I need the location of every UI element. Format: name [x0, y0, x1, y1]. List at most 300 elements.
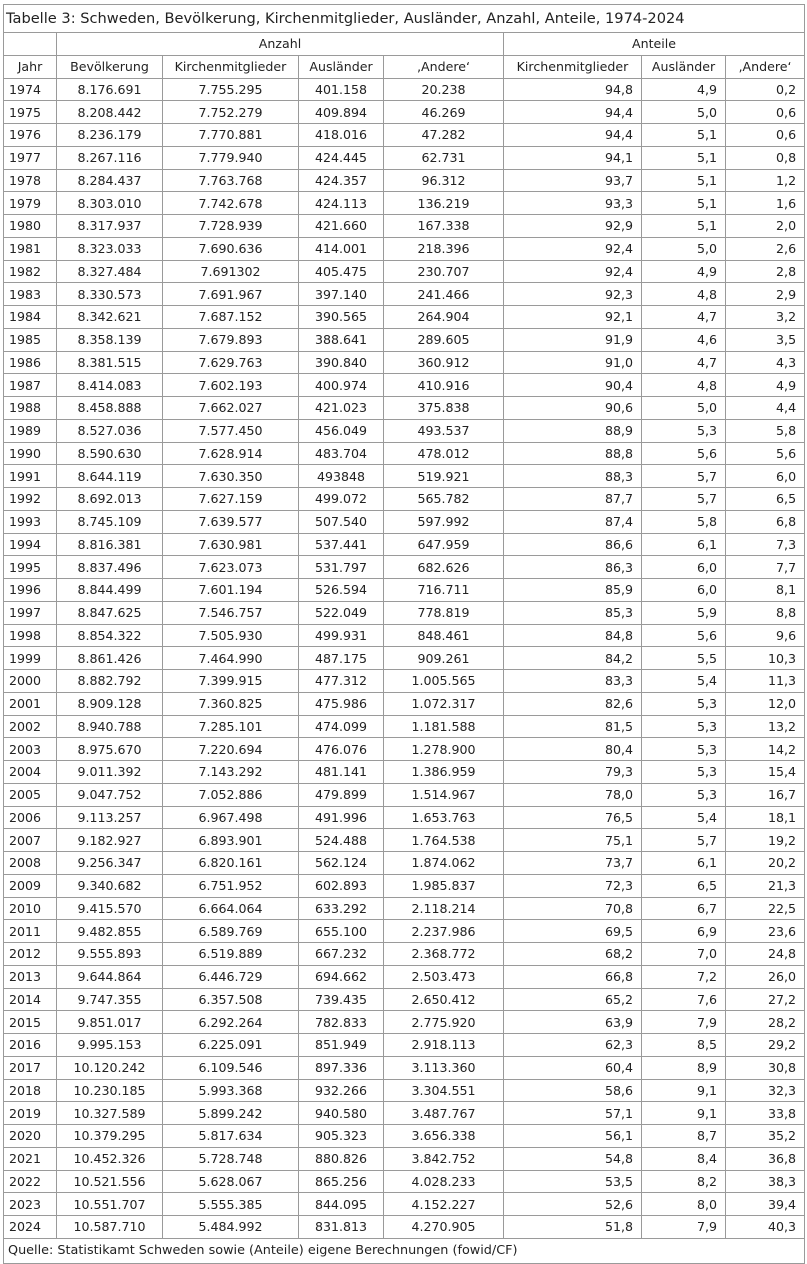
- cell-andere: 478.012: [384, 442, 504, 465]
- table-row: [4, 1011, 805, 1034]
- cell-auslaender: 414.001: [299, 237, 384, 260]
- cell-auslaender: 507.540: [299, 510, 384, 533]
- table-row: [4, 1034, 805, 1057]
- cell-kirchenmitglieder: 5.817.634: [163, 1125, 299, 1148]
- cell-anteil-andere: 0,8: [726, 146, 805, 169]
- cell-jahr: 1988: [4, 397, 57, 420]
- cell-jahr: 1996: [4, 579, 57, 602]
- cell-jahr: 1982: [4, 260, 57, 283]
- cell-anteil-auslaender: 9,1: [642, 1079, 726, 1102]
- table-title: Tabelle 3: Schweden, Bevölkerung, Kirchenmitglieder, Ausländer, Anzahl, Anteile, 1974-2024: [4, 5, 805, 33]
- cell-anteil-kirchenmitglieder: 88,8: [504, 442, 642, 465]
- cell-auslaender: 499.931: [299, 624, 384, 647]
- cell-auslaender: 493848: [299, 465, 384, 488]
- cell-bevoelkerung: 9.415.570: [57, 897, 163, 920]
- table-row: [4, 715, 805, 738]
- cell-anteil-andere: 3,2: [726, 306, 805, 329]
- table-row: [4, 556, 805, 579]
- cell-bevoelkerung: 9.995.153: [57, 1034, 163, 1057]
- cell-auslaender: 401.158: [299, 78, 384, 101]
- cell-anteil-andere: 0,6: [726, 124, 805, 147]
- cell-bevoelkerung: 8.692.013: [57, 488, 163, 511]
- cell-bevoelkerung: 8.745.109: [57, 510, 163, 533]
- cell-anteil-andere: 6,5: [726, 488, 805, 511]
- table-row: [4, 101, 805, 124]
- cell-anteil-andere: 30,8: [726, 1056, 805, 1079]
- cell-bevoelkerung: 10.379.295: [57, 1125, 163, 1148]
- table-row: [4, 283, 805, 306]
- cell-jahr: 2008: [4, 852, 57, 875]
- cell-anteil-auslaender: 9,1: [642, 1102, 726, 1125]
- cell-kirchenmitglieder: 6.664.064: [163, 897, 299, 920]
- cell-anteil-andere: 24,8: [726, 943, 805, 966]
- cell-andere: 230.707: [384, 260, 504, 283]
- cell-kirchenmitglieder: 7.546.757: [163, 601, 299, 624]
- cell-jahr: 1997: [4, 601, 57, 624]
- cell-anteil-andere: 4,3: [726, 351, 805, 374]
- cell-anteil-kirchenmitglieder: 94,1: [504, 146, 642, 169]
- cell-anteil-kirchenmitglieder: 92,9: [504, 215, 642, 238]
- cell-auslaender: 782.833: [299, 1011, 384, 1034]
- cell-andere: 62.731: [384, 146, 504, 169]
- cell-anteil-andere: 32,3: [726, 1079, 805, 1102]
- cell-kirchenmitglieder: 5.993.368: [163, 1079, 299, 1102]
- table-row: [4, 988, 805, 1011]
- cell-jahr: 2006: [4, 806, 57, 829]
- cell-andere: 20.238: [384, 78, 504, 101]
- cell-anteil-kirchenmitglieder: 92,3: [504, 283, 642, 306]
- col-header-bevoelkerung: Bevölkerung: [57, 55, 163, 78]
- cell-anteil-auslaender: 5,4: [642, 806, 726, 829]
- cell-anteil-auslaender: 5,0: [642, 397, 726, 420]
- cell-auslaender: 655.100: [299, 920, 384, 943]
- cell-anteil-kirchenmitglieder: 92,1: [504, 306, 642, 329]
- cell-bevoelkerung: 10.551.707: [57, 1193, 163, 1216]
- cell-bevoelkerung: 9.340.682: [57, 874, 163, 897]
- cell-kirchenmitglieder: 6.589.769: [163, 920, 299, 943]
- cell-anteil-auslaender: 8,4: [642, 1147, 726, 1170]
- table-row: [4, 1079, 805, 1102]
- cell-anteil-auslaender: 5,0: [642, 237, 726, 260]
- cell-anteil-auslaender: 5,3: [642, 738, 726, 761]
- cell-anteil-auslaender: 5,6: [642, 442, 726, 465]
- cell-anteil-auslaender: 5,1: [642, 215, 726, 238]
- cell-andere: 2.503.473: [384, 965, 504, 988]
- cell-kirchenmitglieder: 7.639.577: [163, 510, 299, 533]
- table-row: [4, 306, 805, 329]
- cell-kirchenmitglieder: 7.763.768: [163, 169, 299, 192]
- cell-auslaender: 831.813: [299, 1216, 384, 1239]
- cell-bevoelkerung: 9.555.893: [57, 943, 163, 966]
- group-header-row: [4, 33, 805, 56]
- cell-bevoelkerung: 8.176.691: [57, 78, 163, 101]
- cell-anteil-auslaender: 4,6: [642, 328, 726, 351]
- cell-andere: 3.113.360: [384, 1056, 504, 1079]
- group-header-anteile: Anteile: [504, 33, 805, 56]
- cell-auslaender: 940.580: [299, 1102, 384, 1125]
- cell-auslaender: 562.124: [299, 852, 384, 875]
- cell-auslaender: 388.641: [299, 328, 384, 351]
- cell-anteil-kirchenmitglieder: 56,1: [504, 1125, 642, 1148]
- cell-jahr: 2015: [4, 1011, 57, 1034]
- cell-anteil-kirchenmitglieder: 75,1: [504, 829, 642, 852]
- cell-auslaender: 405.475: [299, 260, 384, 283]
- cell-andere: 1.764.538: [384, 829, 504, 852]
- cell-jahr: 2013: [4, 965, 57, 988]
- table-row: [4, 397, 805, 420]
- cell-anteil-auslaender: 7,0: [642, 943, 726, 966]
- cell-anteil-auslaender: 8,9: [642, 1056, 726, 1079]
- cell-andere: 1.514.967: [384, 783, 504, 806]
- cell-kirchenmitglieder: 6.893.901: [163, 829, 299, 852]
- cell-auslaender: 424.113: [299, 192, 384, 215]
- cell-anteil-andere: 2,8: [726, 260, 805, 283]
- cell-jahr: 1979: [4, 192, 57, 215]
- cell-auslaender: 421.023: [299, 397, 384, 420]
- cell-anteil-kirchenmitglieder: 62,3: [504, 1034, 642, 1057]
- cell-anteil-auslaender: 5,9: [642, 601, 726, 624]
- cell-anteil-auslaender: 5,1: [642, 169, 726, 192]
- cell-auslaender: 932.266: [299, 1079, 384, 1102]
- cell-anteil-kirchenmitglieder: 87,7: [504, 488, 642, 511]
- cell-anteil-andere: 7,7: [726, 556, 805, 579]
- cell-andere: 3.842.752: [384, 1147, 504, 1170]
- cell-anteil-auslaender: 6,5: [642, 874, 726, 897]
- cell-auslaender: 409.894: [299, 101, 384, 124]
- cell-jahr: 1974: [4, 78, 57, 101]
- cell-anteil-andere: 5,6: [726, 442, 805, 465]
- cell-anteil-kirchenmitglieder: 94,4: [504, 101, 642, 124]
- cell-anteil-auslaender: 6,1: [642, 852, 726, 875]
- cell-bevoelkerung: 9.256.347: [57, 852, 163, 875]
- cell-anteil-kirchenmitglieder: 85,3: [504, 601, 642, 624]
- cell-jahr: 1975: [4, 101, 57, 124]
- cell-andere: 2.118.214: [384, 897, 504, 920]
- cell-kirchenmitglieder: 6.225.091: [163, 1034, 299, 1057]
- cell-anteil-auslaender: 5,7: [642, 829, 726, 852]
- table-row: [4, 670, 805, 693]
- group-header-blank: [4, 33, 57, 56]
- cell-bevoelkerung: 10.521.556: [57, 1170, 163, 1193]
- table-row: [4, 124, 805, 147]
- cell-anteil-auslaender: 5,6: [642, 624, 726, 647]
- cell-andere: 3.304.551: [384, 1079, 504, 1102]
- cell-bevoelkerung: 8.284.437: [57, 169, 163, 192]
- cell-kirchenmitglieder: 6.519.889: [163, 943, 299, 966]
- cell-bevoelkerung: 9.482.855: [57, 920, 163, 943]
- cell-andere: 1.072.317: [384, 692, 504, 715]
- cell-bevoelkerung: 9.644.864: [57, 965, 163, 988]
- cell-jahr: 2024: [4, 1216, 57, 1239]
- cell-anteil-kirchenmitglieder: 73,7: [504, 852, 642, 875]
- cell-anteil-kirchenmitglieder: 57,1: [504, 1102, 642, 1125]
- cell-anteil-auslaender: 5,0: [642, 101, 726, 124]
- cell-auslaender: 424.445: [299, 146, 384, 169]
- cell-kirchenmitglieder: 7.755.295: [163, 78, 299, 101]
- cell-auslaender: 524.488: [299, 829, 384, 852]
- cell-anteil-auslaender: 4,7: [642, 351, 726, 374]
- cell-kirchenmitglieder: 6.109.546: [163, 1056, 299, 1079]
- cell-anteil-kirchenmitglieder: 84,2: [504, 647, 642, 670]
- cell-jahr: 2000: [4, 670, 57, 693]
- cell-anteil-kirchenmitglieder: 63,9: [504, 1011, 642, 1034]
- cell-anteil-auslaender: 6,9: [642, 920, 726, 943]
- cell-jahr: 1985: [4, 328, 57, 351]
- cell-jahr: 2011: [4, 920, 57, 943]
- cell-andere: 682.626: [384, 556, 504, 579]
- cell-andere: 2.918.113: [384, 1034, 504, 1057]
- cell-bevoelkerung: 9.113.257: [57, 806, 163, 829]
- cell-andere: 2.237.986: [384, 920, 504, 943]
- cell-anteil-andere: 4,4: [726, 397, 805, 420]
- cell-andere: 360.912: [384, 351, 504, 374]
- cell-anteil-andere: 12,0: [726, 692, 805, 715]
- cell-bevoelkerung: 8.323.033: [57, 237, 163, 260]
- cell-anteil-andere: 29,2: [726, 1034, 805, 1057]
- cell-anteil-kirchenmitglieder: 69,5: [504, 920, 642, 943]
- cell-anteil-auslaender: 6,1: [642, 533, 726, 556]
- cell-bevoelkerung: 8.909.128: [57, 692, 163, 715]
- cell-anteil-kirchenmitglieder: 52,6: [504, 1193, 642, 1216]
- cell-auslaender: 390.565: [299, 306, 384, 329]
- cell-andere: 136.219: [384, 192, 504, 215]
- cell-anteil-andere: 38,3: [726, 1170, 805, 1193]
- table-row: [4, 1056, 805, 1079]
- cell-kirchenmitglieder: 7.464.990: [163, 647, 299, 670]
- cell-auslaender: 522.049: [299, 601, 384, 624]
- table-row: [4, 78, 805, 101]
- cell-kirchenmitglieder: 7.143.292: [163, 761, 299, 784]
- cell-andere: 1.005.565: [384, 670, 504, 693]
- cell-anteil-andere: 39,4: [726, 1193, 805, 1216]
- cell-anteil-auslaender: 5,1: [642, 146, 726, 169]
- cell-jahr: 2020: [4, 1125, 57, 1148]
- cell-jahr: 1991: [4, 465, 57, 488]
- cell-anteil-kirchenmitglieder: 66,8: [504, 965, 642, 988]
- cell-anteil-kirchenmitglieder: 72,3: [504, 874, 642, 897]
- cell-anteil-auslaender: 5,7: [642, 488, 726, 511]
- cell-andere: 778.819: [384, 601, 504, 624]
- cell-auslaender: 880.826: [299, 1147, 384, 1170]
- cell-anteil-andere: 1,6: [726, 192, 805, 215]
- cell-anteil-andere: 18,1: [726, 806, 805, 829]
- cell-auslaender: 475.986: [299, 692, 384, 715]
- cell-jahr: 2003: [4, 738, 57, 761]
- source-row: [4, 1238, 805, 1263]
- cell-jahr: 1978: [4, 169, 57, 192]
- cell-anteil-kirchenmitglieder: 65,2: [504, 988, 642, 1011]
- cell-andere: 410.916: [384, 374, 504, 397]
- cell-bevoelkerung: 10.587.710: [57, 1216, 163, 1239]
- cell-jahr: 2002: [4, 715, 57, 738]
- cell-anteil-kirchenmitglieder: 76,5: [504, 806, 642, 829]
- table-row: [4, 601, 805, 624]
- cell-kirchenmitglieder: 7.577.450: [163, 419, 299, 442]
- cell-jahr: 2010: [4, 897, 57, 920]
- cell-kirchenmitglieder: 5.555.385: [163, 1193, 299, 1216]
- cell-bevoelkerung: 8.414.083: [57, 374, 163, 397]
- cell-anteil-andere: 35,2: [726, 1125, 805, 1148]
- cell-bevoelkerung: 8.317.937: [57, 215, 163, 238]
- cell-kirchenmitglieder: 7.220.694: [163, 738, 299, 761]
- cell-anteil-kirchenmitglieder: 87,4: [504, 510, 642, 533]
- cell-kirchenmitglieder: 7.690.636: [163, 237, 299, 260]
- cell-andere: 909.261: [384, 647, 504, 670]
- cell-bevoelkerung: 8.861.426: [57, 647, 163, 670]
- cell-auslaender: 421.660: [299, 215, 384, 238]
- cell-auslaender: 481.141: [299, 761, 384, 784]
- cell-andere: 2.650.412: [384, 988, 504, 1011]
- cell-anteil-auslaender: 8,5: [642, 1034, 726, 1057]
- cell-anteil-kirchenmitglieder: 92,4: [504, 237, 642, 260]
- table-row: [4, 920, 805, 943]
- cell-auslaender: 474.099: [299, 715, 384, 738]
- cell-anteil-auslaender: 6,0: [642, 579, 726, 602]
- cell-anteil-auslaender: 5,1: [642, 192, 726, 215]
- cell-andere: 647.959: [384, 533, 504, 556]
- cell-anteil-kirchenmitglieder: 93,7: [504, 169, 642, 192]
- cell-kirchenmitglieder: 7.623.073: [163, 556, 299, 579]
- table-row: [4, 738, 805, 761]
- cell-jahr: 1994: [4, 533, 57, 556]
- cell-auslaender: 400.974: [299, 374, 384, 397]
- cell-anteil-auslaender: 6,7: [642, 897, 726, 920]
- table-row: [4, 442, 805, 465]
- table-row: [4, 806, 805, 829]
- cell-anteil-auslaender: 4,9: [642, 260, 726, 283]
- cell-auslaender: 739.435: [299, 988, 384, 1011]
- table-row: [4, 169, 805, 192]
- cell-anteil-kirchenmitglieder: 58,6: [504, 1079, 642, 1102]
- cell-auslaender: 390.840: [299, 351, 384, 374]
- cell-jahr: 2022: [4, 1170, 57, 1193]
- cell-anteil-andere: 6,0: [726, 465, 805, 488]
- cell-anteil-kirchenmitglieder: 90,6: [504, 397, 642, 420]
- cell-anteil-auslaender: 5,3: [642, 715, 726, 738]
- cell-bevoelkerung: 8.236.179: [57, 124, 163, 147]
- cell-anteil-kirchenmitglieder: 88,3: [504, 465, 642, 488]
- cell-anteil-auslaender: 7,9: [642, 1011, 726, 1034]
- cell-auslaender: 844.095: [299, 1193, 384, 1216]
- cell-auslaender: 602.893: [299, 874, 384, 897]
- table-row: [4, 761, 805, 784]
- table-body: [4, 78, 805, 1238]
- cell-bevoelkerung: 8.527.036: [57, 419, 163, 442]
- cell-bevoelkerung: 10.452.326: [57, 1147, 163, 1170]
- cell-andere: 4.270.905: [384, 1216, 504, 1239]
- cell-jahr: 2017: [4, 1056, 57, 1079]
- table-row: [4, 965, 805, 988]
- cell-kirchenmitglieder: 7.691302: [163, 260, 299, 283]
- cell-bevoelkerung: 8.330.573: [57, 283, 163, 306]
- group-header-anzahl: Anzahl: [57, 33, 504, 56]
- cell-anteil-andere: 6,8: [726, 510, 805, 533]
- table-row: [4, 192, 805, 215]
- cell-kirchenmitglieder: 7.742.678: [163, 192, 299, 215]
- cell-auslaender: 633.292: [299, 897, 384, 920]
- cell-anteil-auslaender: 5,1: [642, 124, 726, 147]
- cell-anteil-andere: 21,3: [726, 874, 805, 897]
- table-row: [4, 260, 805, 283]
- cell-anteil-auslaender: 6,0: [642, 556, 726, 579]
- cell-andere: 3.656.338: [384, 1125, 504, 1148]
- cell-jahr: 2012: [4, 943, 57, 966]
- cell-andere: 493.537: [384, 419, 504, 442]
- title-row: [4, 5, 805, 33]
- cell-andere: 3.487.767: [384, 1102, 504, 1125]
- data-table: [3, 4, 805, 1264]
- cell-andere: 4.028.233: [384, 1170, 504, 1193]
- cell-bevoelkerung: 9.011.392: [57, 761, 163, 784]
- cell-anteil-kirchenmitglieder: 79,3: [504, 761, 642, 784]
- cell-bevoelkerung: 8.381.515: [57, 351, 163, 374]
- cell-jahr: 2016: [4, 1034, 57, 1057]
- table-row: [4, 943, 805, 966]
- column-header-row: [4, 55, 805, 78]
- table-row: [4, 374, 805, 397]
- cell-anteil-auslaender: 4,8: [642, 283, 726, 306]
- cell-auslaender: 487.175: [299, 647, 384, 670]
- cell-bevoelkerung: 8.644.119: [57, 465, 163, 488]
- cell-andere: 716.711: [384, 579, 504, 602]
- table-row: [4, 1125, 805, 1148]
- cell-bevoelkerung: 10.327.589: [57, 1102, 163, 1125]
- cell-anteil-andere: 16,7: [726, 783, 805, 806]
- table-row: [4, 351, 805, 374]
- cell-bevoelkerung: 8.854.322: [57, 624, 163, 647]
- cell-auslaender: 491.996: [299, 806, 384, 829]
- cell-kirchenmitglieder: 7.679.893: [163, 328, 299, 351]
- cell-kirchenmitglieder: 7.628.914: [163, 442, 299, 465]
- cell-anteil-kirchenmitglieder: 94,8: [504, 78, 642, 101]
- table-row: [4, 852, 805, 875]
- cell-kirchenmitglieder: 5.899.242: [163, 1102, 299, 1125]
- table-row: [4, 1170, 805, 1193]
- cell-jahr: 2009: [4, 874, 57, 897]
- cell-auslaender: 667.232: [299, 943, 384, 966]
- cell-anteil-andere: 1,2: [726, 169, 805, 192]
- cell-anteil-andere: 33,8: [726, 1102, 805, 1125]
- cell-anteil-andere: 13,2: [726, 715, 805, 738]
- cell-bevoelkerung: 8.327.484: [57, 260, 163, 283]
- cell-anteil-andere: 26,0: [726, 965, 805, 988]
- cell-andere: 1.278.900: [384, 738, 504, 761]
- cell-anteil-andere: 8,8: [726, 601, 805, 624]
- cell-kirchenmitglieder: 6.357.508: [163, 988, 299, 1011]
- cell-auslaender: 694.662: [299, 965, 384, 988]
- cell-kirchenmitglieder: 7.770.881: [163, 124, 299, 147]
- cell-anteil-auslaender: 7,2: [642, 965, 726, 988]
- cell-kirchenmitglieder: 7.752.279: [163, 101, 299, 124]
- cell-anteil-auslaender: 5,8: [642, 510, 726, 533]
- cell-anteil-kirchenmitglieder: 53,5: [504, 1170, 642, 1193]
- table-row: [4, 146, 805, 169]
- cell-anteil-kirchenmitglieder: 88,9: [504, 419, 642, 442]
- cell-bevoelkerung: 8.358.139: [57, 328, 163, 351]
- cell-bevoelkerung: 9.851.017: [57, 1011, 163, 1034]
- table-row: [4, 419, 805, 442]
- cell-anteil-auslaender: 4,7: [642, 306, 726, 329]
- cell-anteil-andere: 40,3: [726, 1216, 805, 1239]
- cell-bevoelkerung: 8.590.630: [57, 442, 163, 465]
- table-row: [4, 215, 805, 238]
- cell-auslaender: 479.899: [299, 783, 384, 806]
- cell-anteil-kirchenmitglieder: 81,5: [504, 715, 642, 738]
- cell-auslaender: 851.949: [299, 1034, 384, 1057]
- cell-kirchenmitglieder: 7.630.981: [163, 533, 299, 556]
- cell-andere: 264.904: [384, 306, 504, 329]
- cell-anteil-auslaender: 7,9: [642, 1216, 726, 1239]
